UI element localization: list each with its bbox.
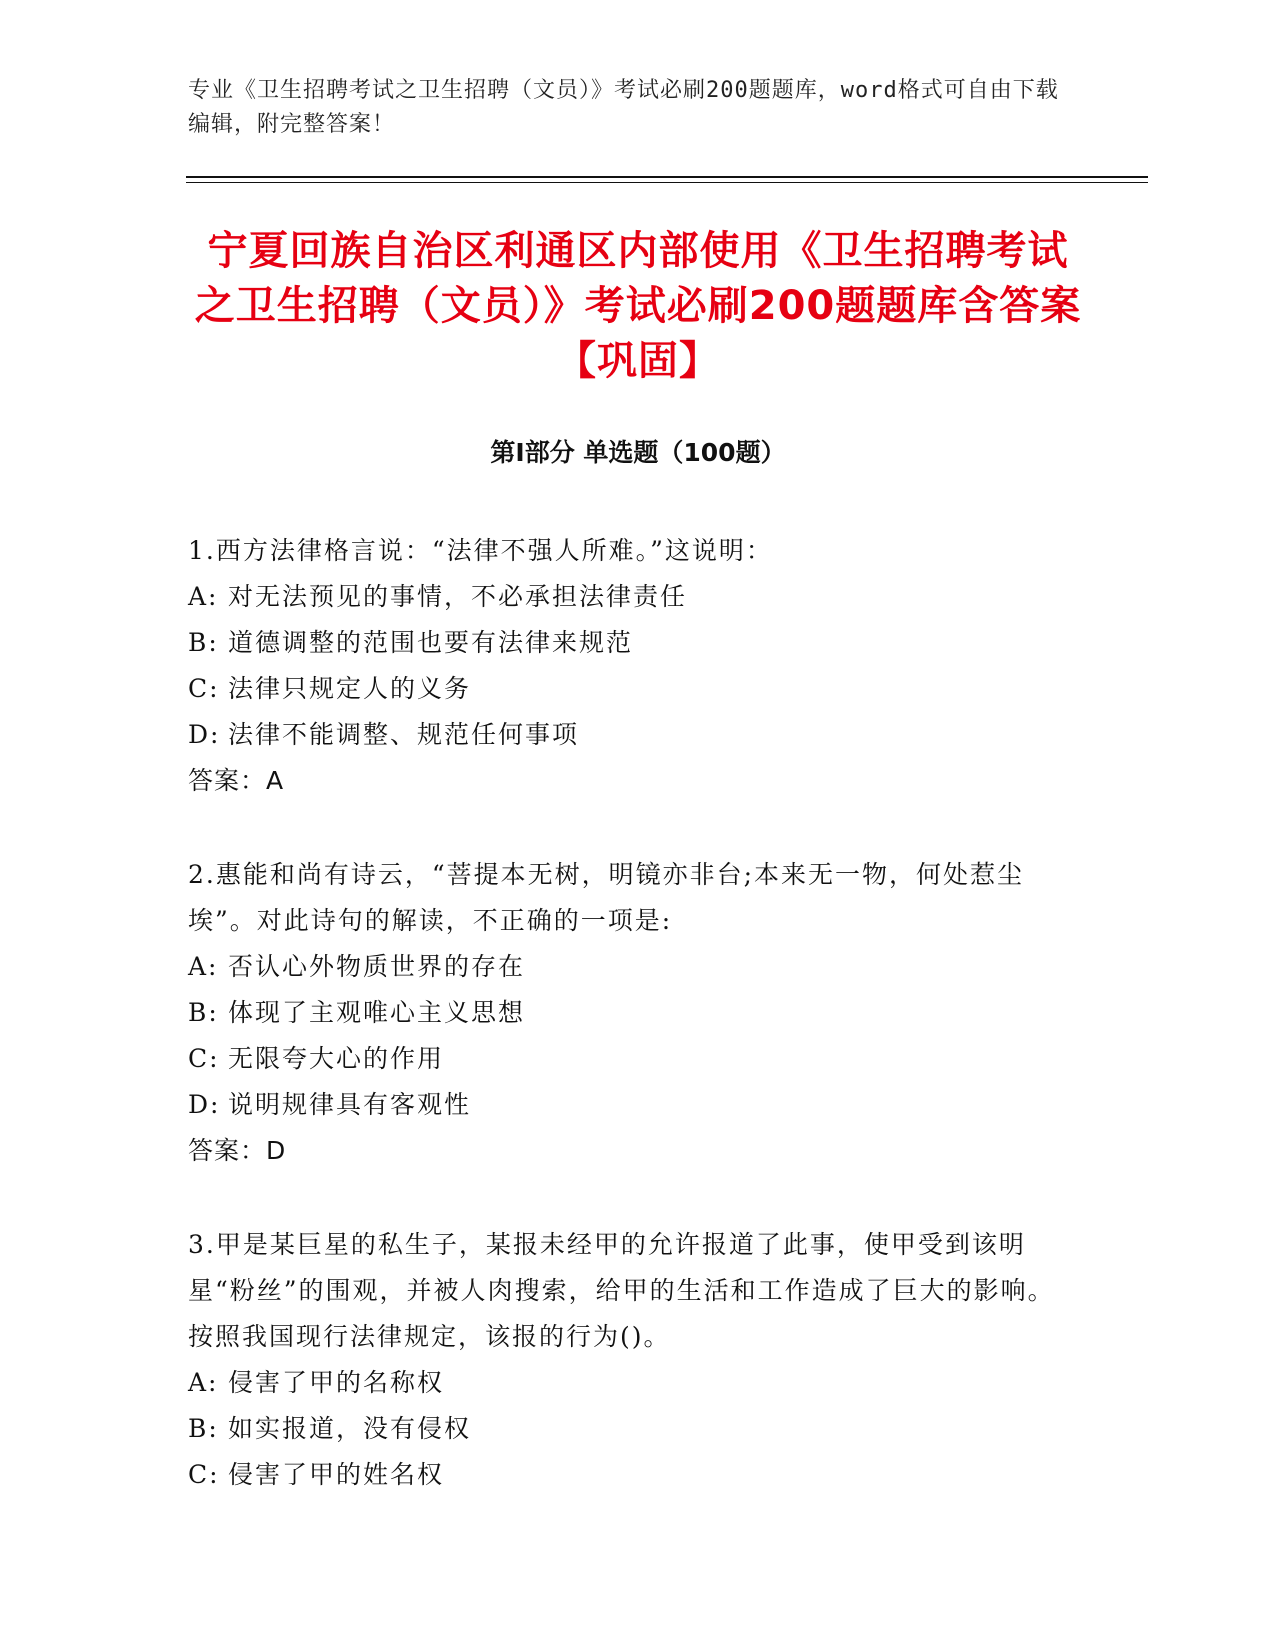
answer-label: 答案： xyxy=(188,1136,267,1165)
option-b xyxy=(188,1406,1068,1452)
option-c xyxy=(188,1036,1068,1082)
option-b xyxy=(188,990,1068,1036)
option-key: C: xyxy=(188,1460,220,1489)
document-title: 宁夏回族自治区利通区内部使用《卫生招聘考试之卫生招聘（文员）》考试必刷200题题库含答案【巩固】 xyxy=(194,228,1082,384)
option-key: C: xyxy=(188,1044,220,1073)
option-text: 法律只规定人的义务 xyxy=(228,674,472,703)
answer-value: D xyxy=(266,1136,287,1165)
option-text: 侵害了甲的姓名权 xyxy=(228,1460,445,1489)
answer-line xyxy=(188,758,1068,804)
question-stem: 3.甲是某巨星的私生子，某报未经甲的允许报道了此事，使甲受到该明星“粉丝”的围观，并被人肉搜索，给甲的生活和工作造成了巨大的影响。按照我国现行法律规定，该报的行为()。 xyxy=(188,1230,1055,1351)
option-c xyxy=(188,1452,1068,1498)
answer-line xyxy=(188,1128,1068,1174)
question-stem: 1.西方法律格言说：“法律不强人所难。”这说明： xyxy=(188,536,773,565)
answer-label: 答案： xyxy=(188,766,267,795)
option-text: 对无法预见的事情，不必承担法律责任 xyxy=(228,582,688,611)
option-key: D: xyxy=(188,720,221,749)
option-a xyxy=(188,944,1068,990)
option-text: 体现了主观唯心主义思想 xyxy=(228,998,526,1027)
option-text: 道德调整的范围也要有法律来规范 xyxy=(228,628,634,657)
option-text: 法律不能调整、规范任何事项 xyxy=(228,720,580,749)
option-key: B: xyxy=(188,628,219,657)
question-2 xyxy=(188,852,1068,1174)
option-key: B: xyxy=(188,998,219,1027)
option-text: 无限夸大心的作用 xyxy=(228,1044,445,1073)
header-note: 专业《卫生招聘考试之卫生招聘（文员）》考试必刷200题题库，word格式可自由下载编辑，附完整答案！ xyxy=(188,78,1059,137)
option-d xyxy=(188,712,1068,758)
option-key: B: xyxy=(188,1414,219,1443)
option-b xyxy=(188,620,1068,666)
header-rule-thick xyxy=(186,176,1148,178)
option-key: C: xyxy=(188,674,220,703)
option-text: 否认心外物质世界的存在 xyxy=(228,952,526,981)
question-stem: 2.惠能和尚有诗云，“菩提本无树，明镜亦非台;本来无一物，何处惹尘埃”。对此诗句的解读，不正确的一项是: xyxy=(188,860,1025,935)
option-a xyxy=(188,574,1068,620)
question-list xyxy=(188,528,1068,1546)
answer-value: A xyxy=(266,766,285,795)
option-c xyxy=(188,666,1068,712)
option-key: D: xyxy=(188,1090,221,1119)
option-d xyxy=(188,1082,1068,1128)
header-rule-thin xyxy=(186,182,1148,183)
question-1 xyxy=(188,528,1068,804)
question-3 xyxy=(188,1222,1068,1498)
option-text: 侵害了甲的名称权 xyxy=(228,1368,445,1397)
option-text: 说明规律具有客观性 xyxy=(228,1090,472,1119)
option-key: A: xyxy=(188,1368,219,1397)
option-key: A: xyxy=(188,582,219,611)
section-title: 第Ⅰ部分 单选题（100题） xyxy=(490,438,786,467)
option-key: A: xyxy=(188,952,219,981)
option-a xyxy=(188,1360,1068,1406)
option-text: 如实报道，没有侵权 xyxy=(228,1414,472,1443)
